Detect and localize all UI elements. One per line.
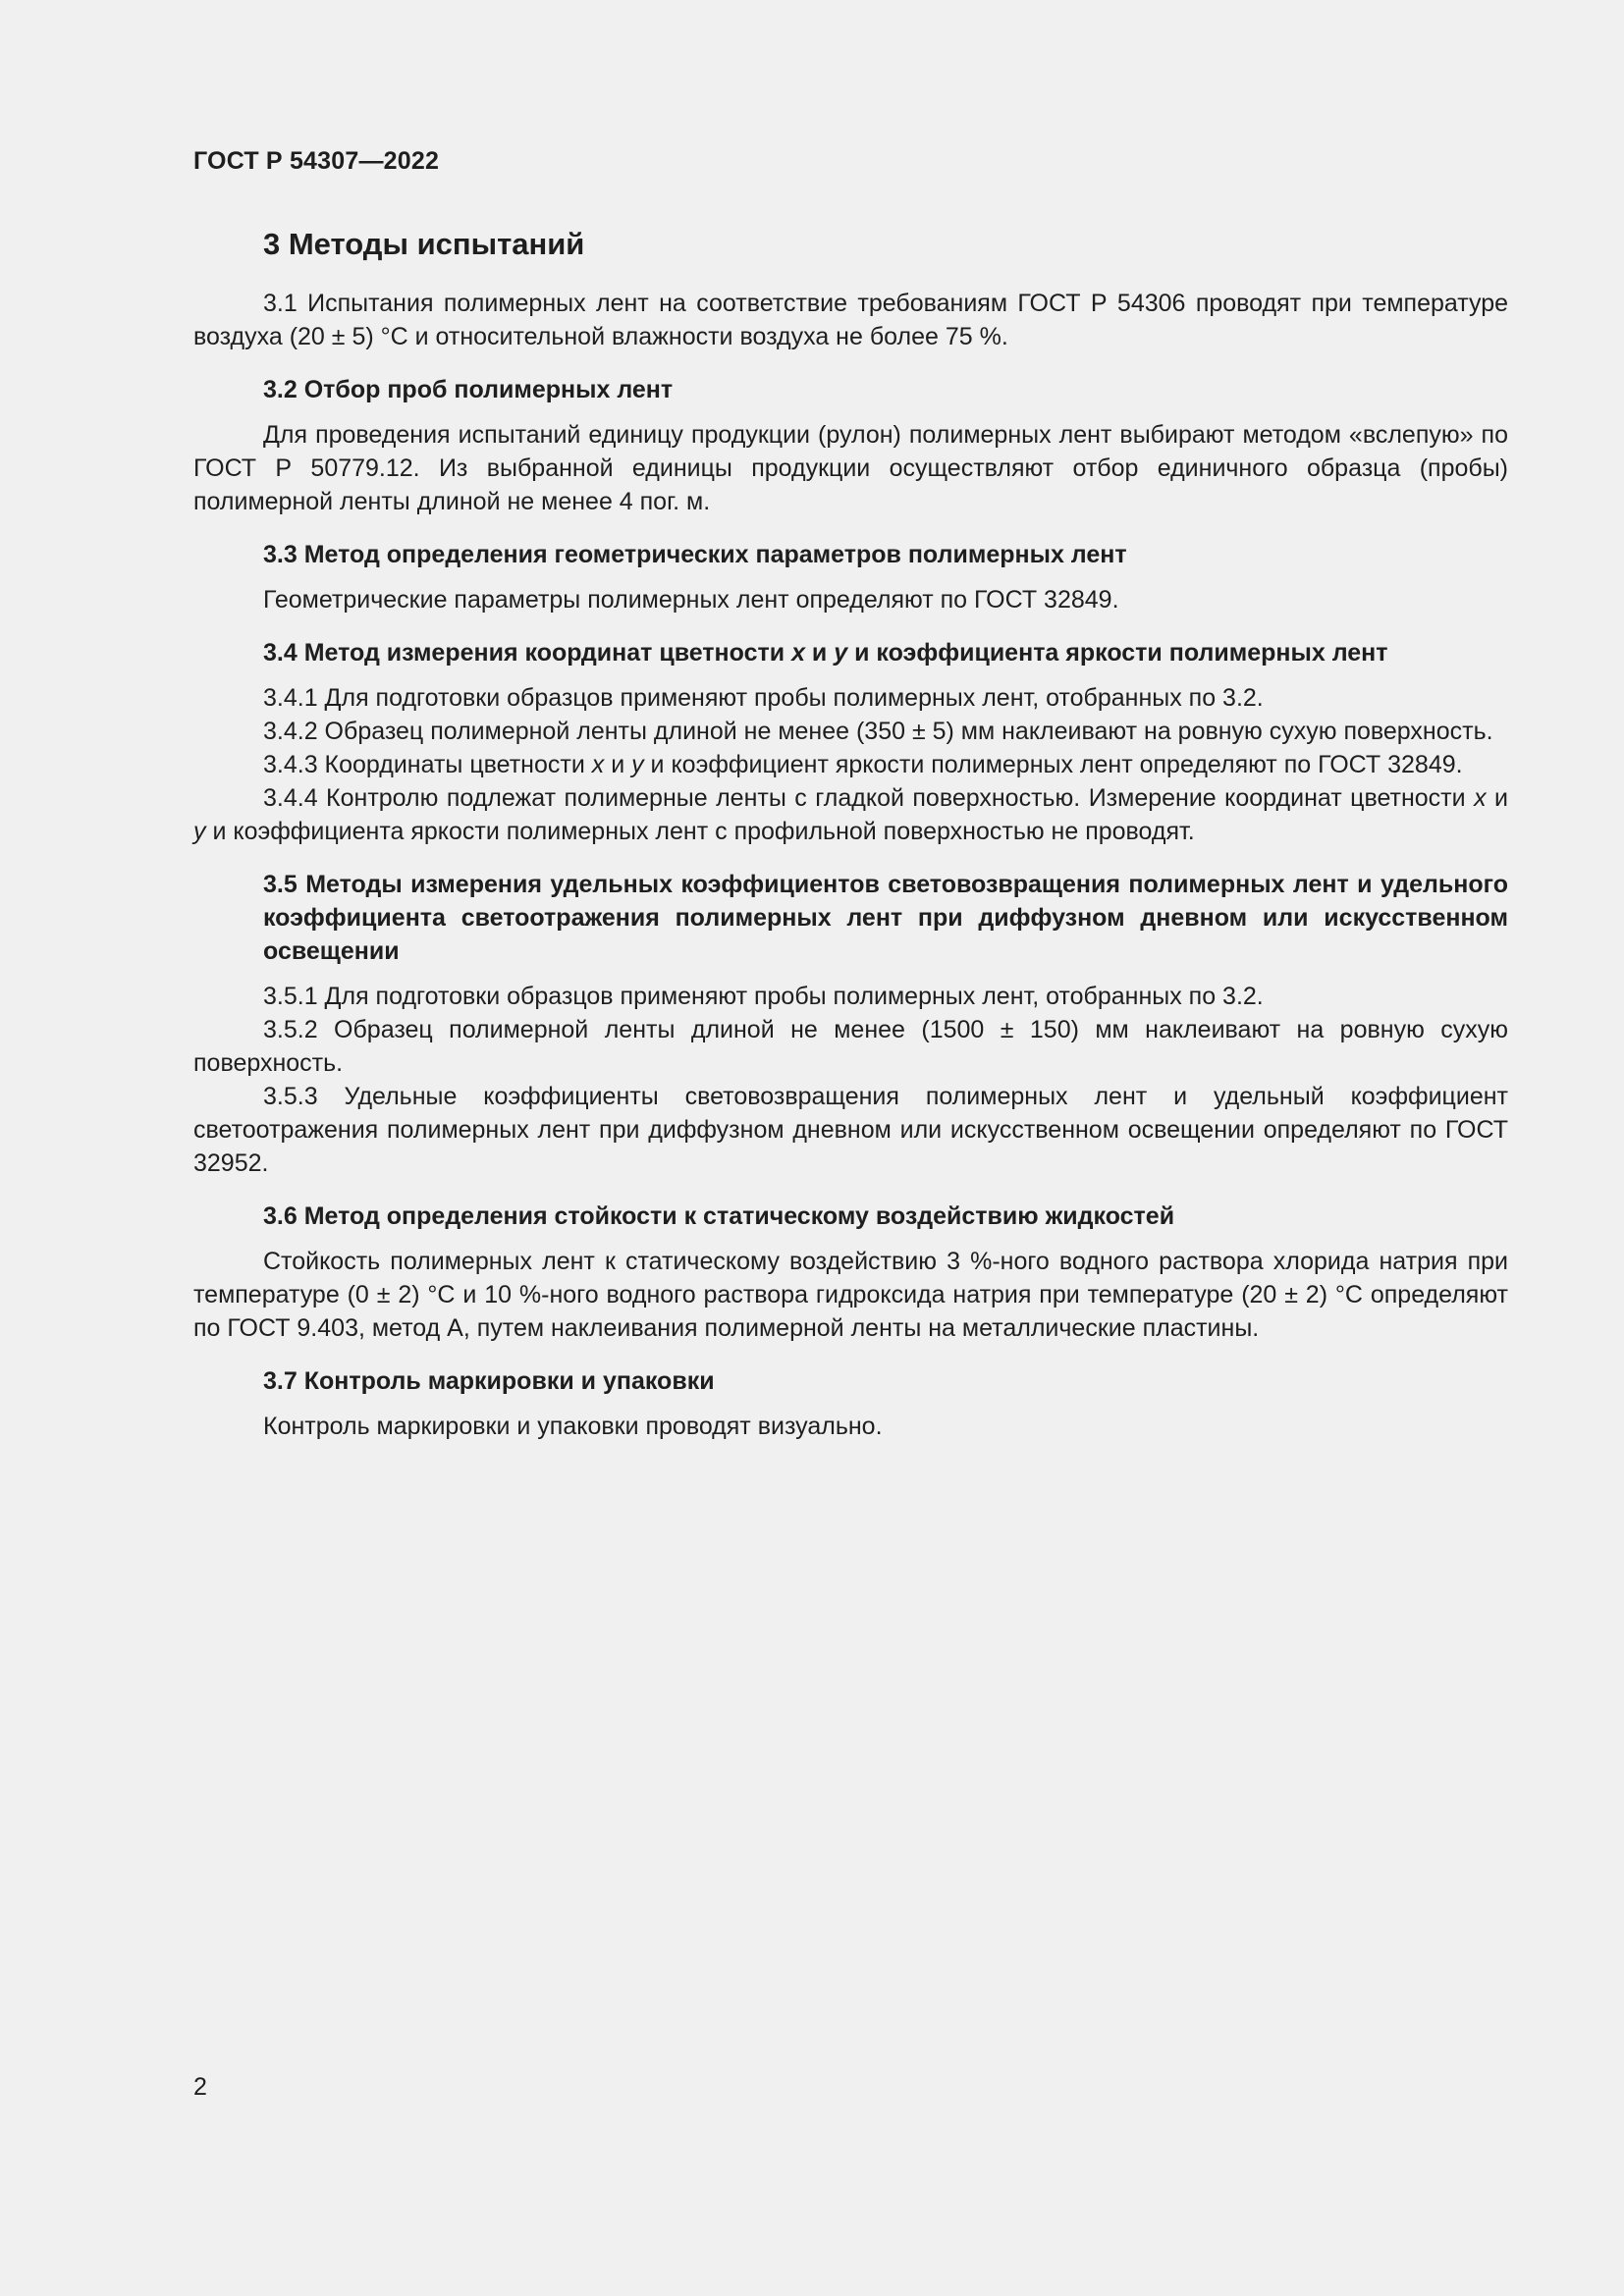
text-run: 3.4.4 Контролю подлежат полимерные ленты с гладкой поверхностью. Измерение координат цветности xyxy=(263,784,1475,812)
variable-x: x xyxy=(791,639,805,667)
title-text: 3.4 Метод измерения координат цветности xyxy=(263,639,792,667)
text-run: и коэффициент яркости полимерных лент определяют по ГОСТ 32849. xyxy=(643,751,1463,778)
variable-y: у xyxy=(193,818,206,845)
document-body xyxy=(193,224,1508,1443)
subsection-3-5-body xyxy=(193,980,1508,1180)
variable-x: х xyxy=(591,751,605,778)
subsection-title-3-3: 3.3 Метод определения геометрических параметров полимерных лент xyxy=(263,541,1127,568)
paragraph-3-4-2: 3.4.2 Образец полимерной ленты длиной не менее (350 ± 5) мм наклеивают на ровную сухую поверхность. xyxy=(263,718,1493,745)
paragraph-3-4-4 xyxy=(193,781,1508,848)
text-run: и xyxy=(604,751,632,778)
variable-y: у xyxy=(834,639,848,667)
subsection-title-3-7: 3.7 Контроль маркировки и упаковки xyxy=(263,1367,715,1395)
paragraph-3-4-3 xyxy=(193,748,1508,781)
page-number: 2 xyxy=(193,2073,207,2101)
text-run: и коэффициента яркости полимерных лент с профильной поверхностью не проводят. xyxy=(205,818,1195,845)
paragraph-3-5-2: 3.5.2 Образец полимерной ленты длиной не менее (1500 ± 150) мм наклеивают на ровную сухую поверхность. xyxy=(193,1016,1508,1077)
document-code-header: ГОСТ Р 54307—2022 xyxy=(193,147,440,175)
paragraph-3-1: 3.1 Испытания полимерных лент на соответствие требованиям ГОСТ Р 54306 проводят при температуре воздуха (20 ± 5) °С и относительной влажности воздуха не более 75 %. xyxy=(193,290,1508,350)
text-run: 3.4.3 Координаты цветности xyxy=(263,751,592,778)
paragraph-3-5-3: 3.5.3 Удельные коэффициенты световозвращения полимерных лент и удельный коэффициент светоотражения полимерных лент при диффузном дневном или искусственном освещении определяют по ГОСТ 32952. xyxy=(193,1083,1508,1177)
subsection-3-4-body xyxy=(193,681,1508,848)
paragraph-3-5-1: 3.5.1 Для подготовки образцов применяют пробы полимерных лент, отобранных по 3.2. xyxy=(263,983,1264,1010)
text-run: и xyxy=(1486,784,1508,812)
variable-x: х xyxy=(1474,784,1487,812)
subsection-title-3-5: 3.5 Методы измерения удельных коэффициентов световозвращения полимерных лент и удельного коэффициента светоотражения полимерных лент при диффузном дневном или искусственном освещении xyxy=(263,871,1508,965)
title-text: и коэффициента яркости полимерных лент xyxy=(847,639,1388,667)
variable-y: у xyxy=(631,751,644,778)
paragraph-3-7: Контроль маркировки и упаковки проводят визуально. xyxy=(263,1413,883,1440)
subsection-title-3-6: 3.6 Метод определения стойкости к статическому воздействию жидкостей xyxy=(263,1202,1175,1230)
title-text: и xyxy=(804,639,835,667)
paragraph-3-4-1: 3.4.1 Для подготовки образцов применяют пробы полимерных лент, отобранных по 3.2. xyxy=(263,684,1264,712)
subsection-title-3-2: 3.2 Отбор проб полимерных лент xyxy=(263,376,674,403)
subsection-title-3-4 xyxy=(193,636,1508,669)
paragraph-3-3: Геометрические параметры полимерных лент определяют по ГОСТ 32849. xyxy=(263,586,1119,614)
paragraph-3-6: Стойкость полимерных лент к статическому воздействию 3 %-ного водного раствора хлорида натрия при температуре (0 ± 2) °С и 10 %-ного водного раствора гидроксида натрия при температуре (20 ± 2) °С определяют по ГОСТ 9.403, метод А, путем наклеивания полимерной ленты на металлические пластины. xyxy=(193,1248,1508,1342)
section-title: 3 Методы испытаний xyxy=(263,227,585,261)
paragraph-3-2: Для проведения испытаний единицу продукции (рулон) полимерных лент выбирают методом «вслепую» по ГОСТ Р 50779.12. Из выбранной единицы продукции осуществляют отбор единичного образца (пробы) полимерной ленты длиной не менее 4 пог. м. xyxy=(193,421,1508,515)
